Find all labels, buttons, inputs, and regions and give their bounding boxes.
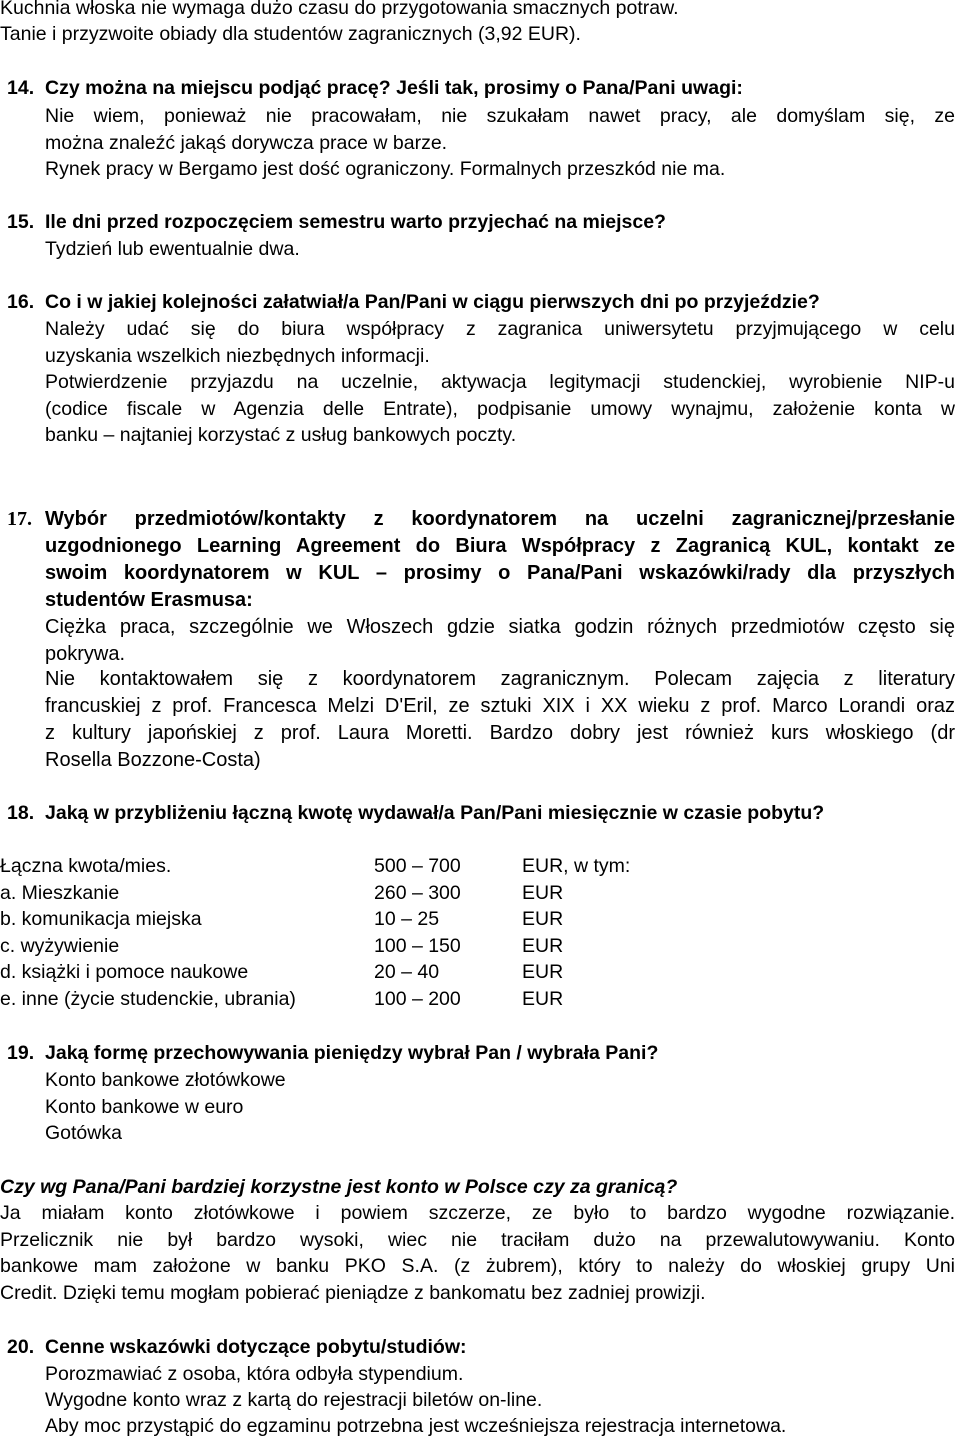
answer-16a (45, 316, 955, 369)
answer-17a (45, 614, 955, 668)
question-konto: Czy wg Pana/Pani bardziej korzystne jest konto w Polsce czy za granicą? (0, 1176, 678, 1198)
question-number: 17. (7, 508, 32, 530)
answer-16b (45, 369, 955, 449)
question-number: 14. (7, 77, 35, 99)
intro-line: Kuchnia włoska nie wymaga dużo czasu do przygotowania smacznych potraw. (0, 0, 679, 19)
answer-line: Nie wiem, ponieważ nie pracowałam, nie szukałam nawet pracy, ale domyślam się, ze (45, 105, 955, 127)
question-number: 20. (7, 1336, 35, 1358)
answer-line: banku – najtaniej korzystać z usług bankowych poczty. (45, 424, 517, 446)
question-number: 19. (7, 1042, 35, 1064)
question-number: 15. (7, 211, 35, 233)
answer-20-item: Aby moc przystąpić do egzaminu potrzebna jest wcześniejsza rejestracja internetowa. (45, 1415, 787, 1437)
cost-label: a. Mieszkanie (0, 882, 120, 904)
cost-unit: EUR (522, 961, 564, 983)
cost-row (0, 959, 700, 986)
cost-row (0, 933, 700, 960)
answer-line: uzyskania wszelkich niezbędnych informacji. (45, 344, 430, 367)
question-text: Czy można na miejscu podjąć pracę? Jeśli tak, prosimy o Pana/Pani uwagi: (45, 77, 743, 99)
cost-label: d. książki i pomoce naukowe (0, 961, 249, 983)
answer-line: bankowe mam założone w banku PKO S.A. (z żubrem), który to należy do włoskiej grupy Uni (0, 1255, 955, 1277)
cost-label: c. wyżywienie (0, 935, 120, 957)
answer-line: francuskiej z prof. Francesca Melzi D'Eril, ze sztuki XIX i XX wieku z prof. Marco Lorandi oraz (45, 695, 955, 717)
cost-label: e. inne (życie studenckie, ubrania) (0, 988, 296, 1010)
answer-20-item: Wygodne konto wraz z kartą do rejestracji biletów on-line. (45, 1389, 543, 1411)
cost-row (0, 853, 700, 880)
answer-konto (0, 1200, 955, 1306)
intro-line: Tanie i przyzwoite obiady dla studentów zagranicznych (3,92 EUR). (0, 23, 581, 45)
cost-unit: EUR (522, 882, 564, 904)
question-text: Cenne wskazówki dotyczące pobytu/studiów: (45, 1336, 467, 1358)
answer-line: z kultury japońskiej z prof. Laura Moretti. Bardzo dobry jest również kurs włoskiego (dr (45, 722, 955, 744)
answer-line: Przelicznik nie był bardzo wysoki, wiec nie traciłam dużo na przewalutowywaniu. Konto (0, 1228, 955, 1251)
answer-15: Tydzień lub ewentualnie dwa. (45, 238, 300, 260)
answer-19-item: Konto bankowe złotówkowe (45, 1069, 286, 1091)
answer-line: Rosella Bozzone-Costa) (45, 749, 261, 771)
question-line: studentów Erasmusa: (45, 589, 253, 611)
question-number: 16. (7, 291, 35, 313)
cost-unit: EUR (522, 908, 564, 930)
cost-value: 10 – 25 (374, 908, 440, 930)
answer-line: można znaleźć jakąś dorywcza prace w barze. (45, 131, 448, 154)
answer-line: Ja miałam konto złotówkowe i powiem szczerze, ze było to bardzo wygodne rozwiązanie. (0, 1202, 955, 1224)
question-line: swoim koordynatorem w KUL – prosimy o Pana/Pani wskazówki/rady dla przyszłych (45, 562, 955, 584)
cost-unit: EUR, w tym: (522, 855, 631, 877)
answer-line: Nie kontaktowałem się z koordynatorem zagranicznym. Polecam zajęcia z literatury (45, 668, 955, 690)
cost-unit: EUR (522, 988, 564, 1010)
answer-14 (45, 103, 955, 183)
answer-19-item: Konto bankowe w euro (45, 1096, 244, 1118)
question-line: uzgodnionego Learning Agreement do Biura Współpracy z Zagranicą KUL, kontakt ze (45, 535, 955, 557)
cost-value: 20 – 40 (374, 961, 440, 983)
question-number: 18. (7, 802, 35, 824)
answer-line: Credit. Dzięki temu mogłam pobierać pieniądze z bankomatu bez zadniej prowizji. (0, 1281, 706, 1304)
answer-line: Ciężka praca, szczególnie we Włoszech gdzie siatka godzin różnych przedmiotów często się (45, 616, 955, 638)
question-text: Co i w jakiej kolejności załatwiał/a Pan/Pani w ciągu pierwszych dni po przyjeździe? (45, 291, 820, 313)
answer-19-item: Gotówka (45, 1122, 122, 1144)
cost-row (0, 906, 700, 933)
cost-unit: EUR (522, 935, 564, 957)
cost-value: 100 – 200 (374, 988, 461, 1010)
cost-value: 100 – 150 (374, 935, 461, 957)
cost-row (0, 986, 700, 1013)
cost-label: b. komunikacja miejska (0, 908, 202, 930)
answer-line: Należy udać się do biura współpracy z zagranica uniwersytetu przyjmującego w celu (45, 318, 955, 340)
question-line: Wybór przedmiotów/kontakty z koordynatorem na uczelni zagranicznej/przesłanie (45, 508, 955, 530)
answer-line: Potwierdzenie przyjazdu na uczelnie, aktywacja legitymacji studenckiej, wyrobienie NIP-u (45, 371, 955, 393)
question-text: Jaką formę przechowywania pieniędzy wybrał Pan / wybrała Pani? (45, 1042, 659, 1064)
answer-17b (45, 666, 955, 774)
question-text: Jaką w przybliżeniu łączną kwotę wydawał/a Pan/Pani miesięcznie w czasie pobytu? (45, 802, 825, 824)
answer-line: (codice fiscale w Agenzia delle Entrate), podpisanie umowy wynajmu, założenie konta w (45, 397, 955, 420)
answer-line: pokrywa. (45, 643, 126, 665)
cost-value: 260 – 300 (374, 882, 461, 904)
question-text: Ile dni przed rozpoczęciem semestru warto przyjechać na miejsce? (45, 211, 666, 233)
cost-value: 500 – 700 (374, 855, 461, 877)
cost-row (0, 880, 700, 907)
cost-label: Łączna kwota/mies. (0, 855, 172, 877)
answer-line: Rynek pracy w Bergamo jest dość ograniczony. Formalnych przeszkód nie ma. (45, 158, 726, 180)
answer-20-item: Porozmawiać z osoba, która odbyła stypendium. (45, 1363, 464, 1385)
